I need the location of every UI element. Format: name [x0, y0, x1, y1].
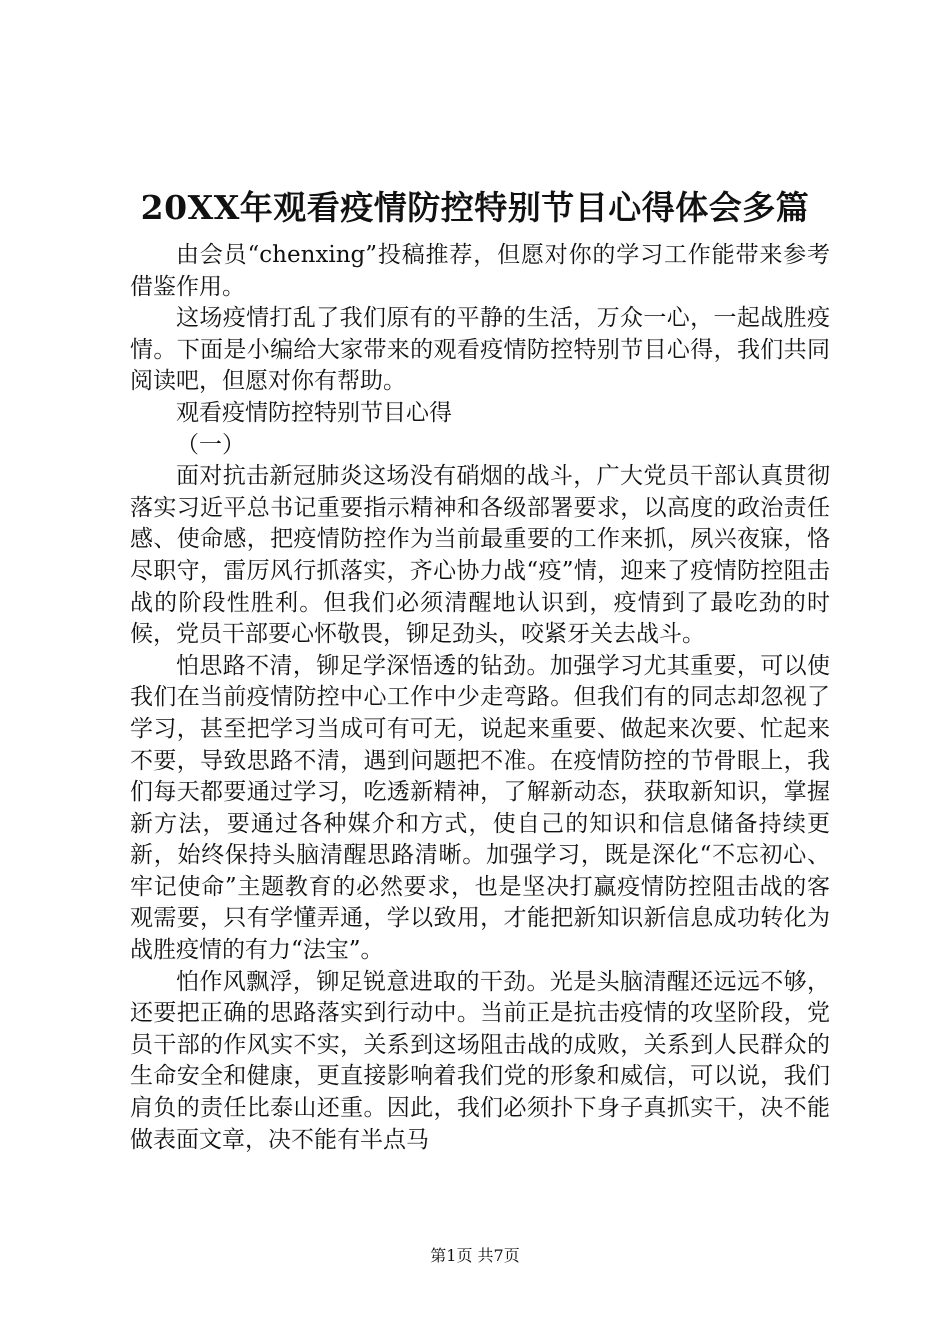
section-number: （一）	[176, 431, 245, 458]
paragraph-summary: 这场疫情打乱了我们原有的平静的生活，万众一心，一起战胜疫情。下面是小编给大家带来的观看疫情防控特别节目心得，我们共同阅读吧，但愿对你有帮助。	[130, 305, 830, 395]
page-indicator: 第1页 共7页	[430, 1246, 520, 1265]
paragraph-intro: 由会员“chenxing”投稿推荐，但愿对你的学习工作能带来参考借鉴作用。	[130, 242, 830, 300]
document-title: 20XX年观看疫情防控特别节目心得体会多篇	[140, 188, 810, 227]
section-heading: 观看疫情防控特别节目心得	[176, 399, 452, 426]
document-body	[130, 240, 830, 1156]
paragraph-body-3: 怕作风飘浮，铆足锐意进取的干劲。光是头脑清醒还远远不够，还要把正确的思路落实到行动中。当前正是抗击疫情的攻坚阶段，党员干部的作风实不实，关系到这场阻击战的成败，关系到人民群众的生命安全和健康，更直接影响着我们党的形象和威信，可以说，我们肩负的责任比泰山还重。因此，我们必须扑下身子真抓实干，决不能做表面文章，决不能有半点马	[130, 968, 830, 1153]
paragraph-body-2: 怕思路不清，铆足学深悟透的钻劲。加强学习尤其重要，可以使我们在当前疫情防控中心工作中少走弯路。但我们有的同志却忽视了学习，甚至把学习当成可有可无，说起来重要、做起来次要、忙起来不要，导致思路不清，遇到问题把不准。在疫情防控的节骨眼上，我们每天都要通过学习，吃透新精神，了解新动态，获取新知识，掌握新方法，要通过各种媒介和方式，使自己的知识和信息储备持续更新，始终保持头脑清醒思路清晰。加强学习，既是深化“不忘初心、牢记使命”主题教育的必然要求，也是坚决打赢疫情防控阻击战的客观需要，只有学懂弄通，学以致用，才能把新知识新信息成功转化为战胜疫情的有力“法宝”。	[130, 652, 830, 964]
paragraph-body-1: 面对抗击新冠肺炎这场没有硝烟的战斗，广大党员干部认真贯彻落实习近平总书记重要指示精神和各级部署要求，以高度的政治责任感、使命感，把疫情防控作为当前最重要的工作来抓，夙兴夜寐，恪尽职守，雷厉风行抓落实，齐心协力战“疫”情，迎来了疫情防控阻击战的阶段性胜利。但我们必须清醒地认识到，疫情到了最吃劲的时候，党员干部要心怀敬畏，铆足劲头，咬紧牙关去战斗。	[130, 463, 830, 648]
